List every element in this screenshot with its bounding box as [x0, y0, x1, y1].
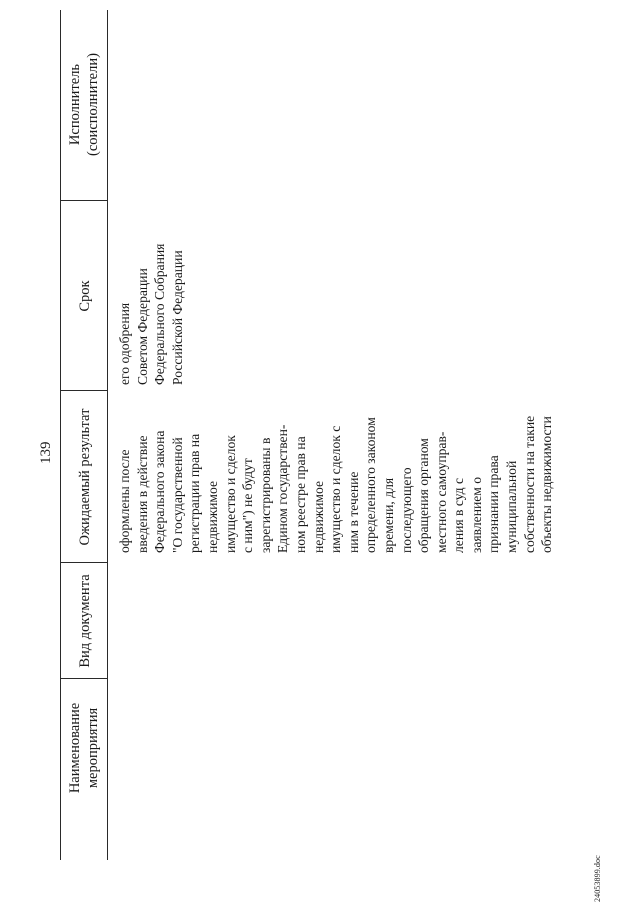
header-name-line: Наименование	[67, 702, 83, 794]
column-divider	[60, 200, 108, 201]
result-line: ном реестре прав на	[292, 436, 308, 553]
result-line: объекты недвижимости	[539, 416, 555, 553]
result-line: последующего	[398, 467, 414, 553]
result-line: оформлены после	[117, 449, 132, 553]
result-line: с ним") не будут	[240, 458, 256, 553]
document-id: 24053899.doc	[593, 855, 602, 902]
result-line: обращения органом	[416, 438, 432, 553]
header-name	[66, 683, 102, 813]
result-line: заявлением о	[468, 476, 484, 553]
header-executor-line: (соисполнители)	[85, 53, 101, 156]
deadline-line: Советом Федерации	[134, 268, 150, 385]
deadline-line: его одобрения	[117, 302, 132, 385]
deadline-line: Федерального Собрания	[152, 243, 168, 385]
result-line: ления в суд с	[451, 478, 467, 553]
result-line: собственности на такие	[521, 415, 537, 553]
result-line: ним в течение	[345, 471, 361, 553]
result-line: времени, для	[380, 477, 396, 553]
table-top-border	[60, 10, 61, 860]
result-line: муниципальной	[504, 460, 520, 553]
deadline-line: Российской Федерации	[169, 250, 185, 385]
table-header-bottom-border	[107, 10, 108, 860]
result-line: регистрации прав на	[187, 433, 203, 553]
result-line: недвижимое	[204, 480, 220, 553]
result-line: введения в действие	[134, 435, 150, 553]
column-divider	[60, 390, 108, 391]
result-line: местного самоуправ-	[433, 431, 449, 553]
result-line: Федерального закона	[152, 430, 168, 553]
result-line: определенного законом	[363, 417, 379, 553]
header-executor	[66, 10, 102, 199]
header-name-line: мероприятия	[85, 707, 101, 789]
result-line: признании права	[486, 455, 502, 553]
result-line: имущество и сделок	[222, 435, 238, 553]
result-line: "О государственной	[169, 437, 185, 553]
result-line: Едином государствен-	[275, 424, 291, 553]
header-expected-result: Ожидаемый результат	[77, 408, 93, 546]
deadline-cell	[116, 244, 186, 385]
page-number: 139	[38, 441, 54, 464]
header-doc-type: Вид документа	[77, 574, 93, 668]
column-divider	[60, 562, 108, 563]
result-line: зарегистрированы в	[257, 437, 273, 553]
column-divider	[60, 678, 108, 679]
result-cell	[116, 416, 556, 553]
result-line: недвижимое	[310, 480, 326, 553]
header-deadline: Срок	[77, 280, 93, 312]
result-line: имущество и сделок с	[328, 425, 344, 553]
header-executor-line: Исполнитель	[67, 63, 83, 146]
